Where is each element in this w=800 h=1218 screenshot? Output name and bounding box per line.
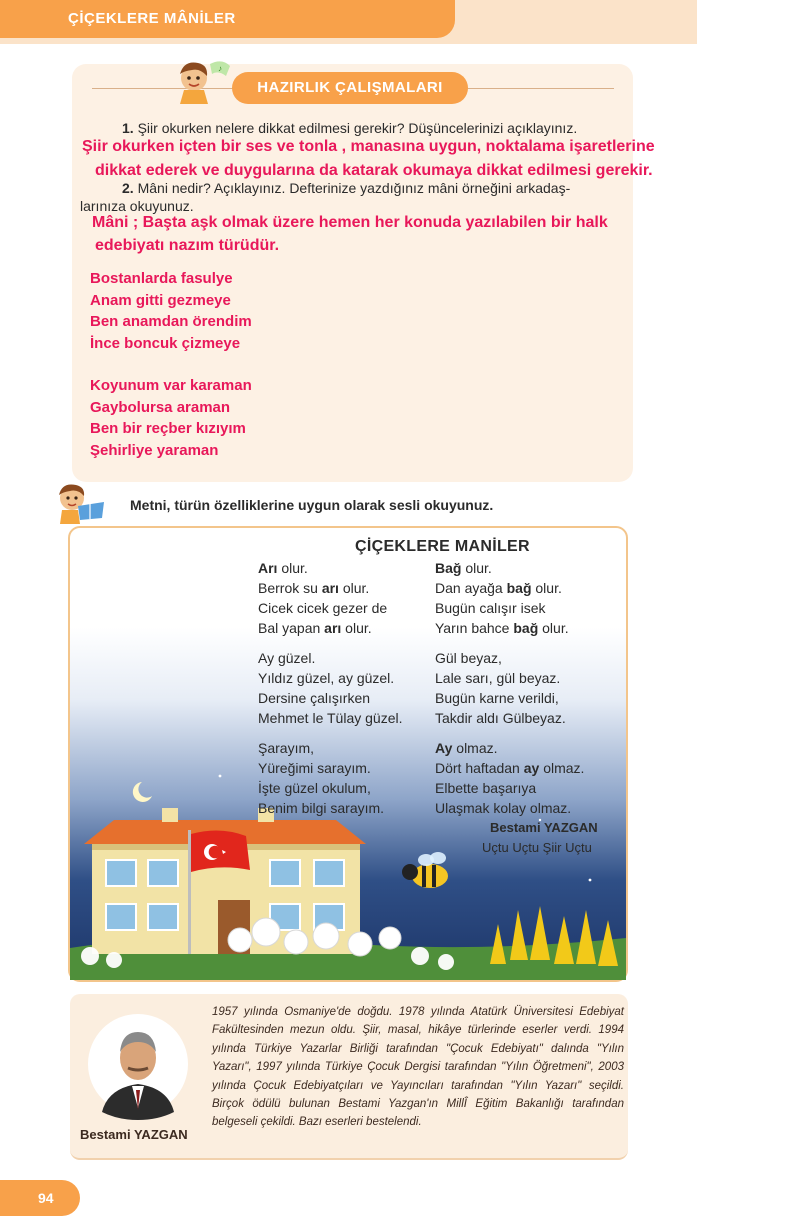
stanza-5-line-1: Şarayım, bbox=[258, 740, 315, 756]
stanza-6-line-1 bbox=[435, 738, 584, 758]
mani-2-line-1: Koyunum var karaman bbox=[90, 377, 252, 394]
answer-2-line-1: Mâni ; Başta aşk olmak üzere hemen her konuda yazılabilen bir halk bbox=[92, 214, 608, 231]
stanza-2-line-2 bbox=[435, 578, 569, 598]
question-2-line-2: larınıza okuyunuz. bbox=[80, 198, 194, 214]
stanza-4-line-1: Gül beyaz, bbox=[435, 650, 502, 666]
verse-text: Dan ayağa bbox=[435, 580, 507, 596]
verse-text: olur. bbox=[341, 620, 372, 636]
verse-text: olmaz. bbox=[539, 760, 585, 776]
stanza-6-line-3: Elbette başarıya bbox=[435, 780, 537, 796]
rhyme-word: Arı bbox=[258, 560, 278, 576]
mani-2-line-4: Şehirliye yaraman bbox=[90, 441, 219, 459]
question-1-number: 1. bbox=[122, 120, 134, 136]
author-name: Bestami YAZGAN bbox=[80, 1127, 188, 1142]
poem-title: ÇİÇEKLERE MANİLER bbox=[355, 538, 530, 555]
question-2 bbox=[122, 180, 570, 196]
question-1 bbox=[122, 120, 577, 136]
poem-book-title: Uçtu Uçtu Şiir Uçtu bbox=[482, 840, 592, 855]
stanza-3-line-1: Ay güzel. bbox=[258, 650, 316, 666]
rhyme-word: arı bbox=[321, 580, 339, 596]
stanza-6 bbox=[435, 738, 584, 818]
moon-icon bbox=[133, 782, 152, 802]
mani-1-line-1: Bostanlarda fasulye bbox=[90, 270, 233, 287]
bee-icon bbox=[402, 852, 448, 888]
rhyme-word: ay bbox=[523, 760, 540, 776]
stanza-2 bbox=[435, 558, 569, 638]
preparation-title: HAZIRLIK ÇALIŞMALARI bbox=[257, 79, 443, 96]
stanza-5-line-3: İşte güzel okulum, bbox=[258, 780, 371, 796]
stanza-1 bbox=[258, 558, 387, 638]
stanza-1-line-3: Cicek cicek gezer de bbox=[258, 600, 388, 616]
mani-1-line-3: Ben anamdan örendim bbox=[90, 313, 252, 330]
stanza-3-line-3: Dersine çalışırken bbox=[258, 690, 371, 706]
chapter-title: ÇİÇEKLERE MÂNİLER bbox=[68, 10, 236, 27]
question-2-number: 2. bbox=[122, 180, 134, 196]
verse-text: Berrok su bbox=[258, 580, 322, 596]
stanza-2-line-1 bbox=[435, 558, 569, 578]
stanza-1-line-1 bbox=[258, 558, 387, 578]
stanza-5-line-4: Benim bilgi sarayım. bbox=[258, 800, 385, 816]
stanza-4 bbox=[435, 648, 566, 728]
verse-text: olur. bbox=[277, 560, 308, 576]
stanza-6-line-4: Ulaşmak kolay olmaz. bbox=[435, 800, 572, 816]
verse-text: olur. bbox=[538, 620, 569, 636]
verse-text: olur. bbox=[461, 560, 492, 576]
rhyme-word: bağ bbox=[506, 580, 532, 596]
rhyme-word: arı bbox=[324, 620, 342, 636]
kid-reading-icon bbox=[170, 56, 236, 104]
verse-text: Dört haftadan bbox=[435, 760, 524, 776]
read-aloud-instruction: Metni, türün özelliklerine uygun olarak sesli okuyunuz. bbox=[130, 497, 494, 513]
question-2-text: Mâni nedir? Açıklayınız. Defterinize yazdığınız mâni örneğini arkadaş- bbox=[137, 180, 571, 196]
mani-1-line-4: İnce boncuk çizmeye bbox=[90, 334, 241, 352]
poem-author: Bestami YAZGAN bbox=[490, 820, 598, 835]
svg-text:♪: ♪ bbox=[218, 64, 222, 73]
answer-1-line-1: Şiir okurken içten bir ses ve tonla , manasına uygun, noktalama işaretlerine bbox=[82, 138, 655, 155]
rhyme-word: Bağ bbox=[435, 560, 462, 576]
stanza-4-line-2: Lale sarı, gül beyaz. bbox=[435, 670, 561, 686]
verse-text: Bal yapan bbox=[258, 620, 325, 636]
rhyme-word: Ay bbox=[435, 740, 453, 756]
stanza-2-line-3: Bugün calışır isek bbox=[435, 600, 546, 616]
stanza-1-line-2 bbox=[258, 578, 387, 598]
stanza-3-line-4: Mehmet le Tülay güzel. bbox=[258, 710, 403, 726]
stanza-3 bbox=[258, 648, 402, 728]
answer-2-line-2: edebiyatı nazım türüdür. bbox=[95, 237, 280, 254]
page-number: 94 bbox=[38, 1190, 54, 1206]
stanza-4-line-3: Bugün karne verildi, bbox=[435, 690, 559, 706]
answer-1-line-2: dikkat ederek ve duygularına da katarak okumaya dikkat edilmesi gerekir. bbox=[95, 162, 653, 179]
child-with-book-icon bbox=[52, 480, 108, 524]
mani-2-line-2: Gaybolursa araman bbox=[90, 398, 231, 416]
question-1-text: Şiir okurken nelere dikkat edilmesi gerekir? Düşüncelerinizi açıklayınız. bbox=[137, 120, 578, 136]
stanza-5-line-2: Yüreğimi sarayım. bbox=[258, 760, 371, 776]
verse-text: Yarın bahce bbox=[435, 620, 514, 636]
author-biography: 1957 yılında Osmaniye'de doğdu. 1978 yılında Atatürk Üniversitesi Edebiyat Fakültesinden mezun oldu. Şiir, masal, hikâye türlerinde eserler verdi. 1994 yılında Türkiye Yazarlar Birliği tarafından "Çocuk Edebiyatı" dalında "Yılın Yazarı", 1997 yılında Türkiye Çocuk Dergisi tarafından "Yılın Öğretmeni", 2003 yılında Çocuk Edebiyatçıları ve Yayıncıları tarafından "Yılın Yazarı" seçildi. Birçok ödülü bulunan Bestami Yazgan'ın MillÎ Eğitim Bakanlığı tarafından belgeseli çekildi. Bazı eserleri bestelendi. bbox=[212, 1006, 624, 1129]
stanza-4-line-4: Takdir aldı Gülbeyaz. bbox=[435, 710, 566, 726]
stanza-6-line-2 bbox=[435, 758, 584, 778]
stanza-1-line-4 bbox=[258, 618, 387, 638]
verse-text: olmaz. bbox=[452, 740, 498, 756]
verse-text: olur. bbox=[338, 580, 370, 596]
stanza-5 bbox=[258, 738, 384, 818]
verse-text: olur. bbox=[531, 580, 562, 596]
rhyme-word: bağ bbox=[513, 620, 539, 636]
author-portrait bbox=[88, 1012, 188, 1120]
stanza-3-line-2: Yıldız güzel, ay güzel. bbox=[258, 670, 395, 686]
mani-1-line-2: Anam gitti gezmeye bbox=[90, 291, 231, 309]
mani-2-line-3: Ben bir reçber kızıyım bbox=[90, 420, 246, 437]
stanza-2-line-4 bbox=[435, 618, 569, 638]
